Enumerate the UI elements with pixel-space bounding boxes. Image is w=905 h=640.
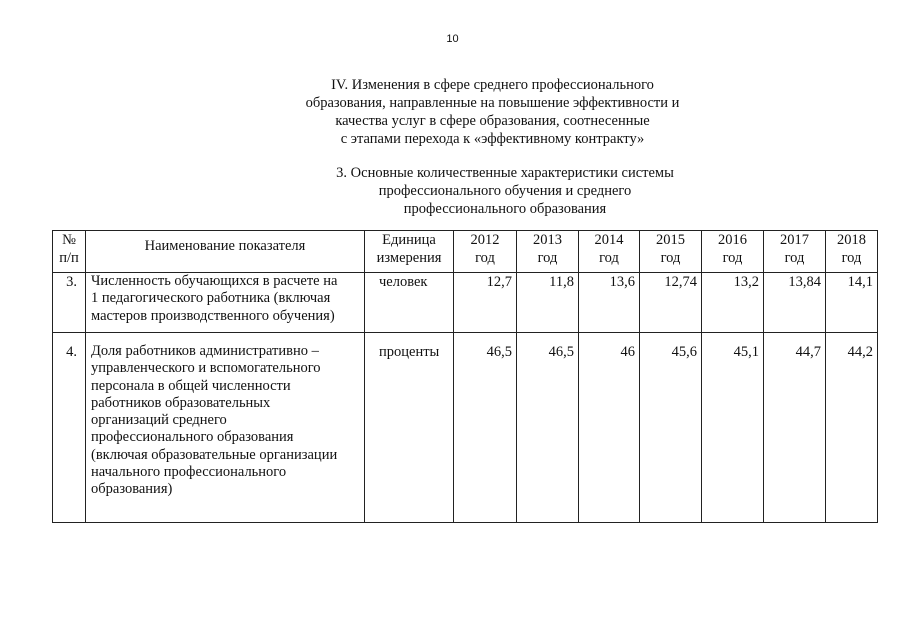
indicator-name-line: мастеров производственного обучения) <box>91 307 335 324</box>
value-cell: 12,74 <box>640 273 702 333</box>
value-cell: 14,1 <box>826 273 878 333</box>
header-year <box>702 231 764 273</box>
header-index <box>53 231 86 273</box>
header-year-number: 2014 <box>594 232 624 248</box>
header-year <box>764 231 826 273</box>
subsection-title-line: профессионального обучения и среднего <box>378 183 632 199</box>
value-cell: 46,5 <box>454 333 517 523</box>
table-row <box>53 273 878 333</box>
section-title-line: IV. Изменения в сфере среднего профессионального <box>331 77 654 93</box>
header-year-suffix: год <box>660 250 681 266</box>
value-cell: 13,2 <box>702 273 764 333</box>
header-unit <box>365 231 454 273</box>
header-year <box>454 231 517 273</box>
unit-cell: человек <box>365 273 454 333</box>
indicators-table <box>52 230 878 523</box>
table-header-row <box>53 231 878 273</box>
indicator-name-line: организаций среднего <box>91 412 227 429</box>
indicator-name-line: Численность обучающихся в расчете на <box>91 273 338 289</box>
value-cell: 44,7 <box>764 333 826 523</box>
indicator-name-line: профессионального образования <box>91 429 294 446</box>
header-year-suffix: год <box>722 250 743 266</box>
value-cell: 46 <box>579 333 640 523</box>
header-unit-line: Единица <box>382 232 436 248</box>
header-index-line: № <box>62 232 76 248</box>
section-title-line: образования, направленные на повышение эффективности и <box>305 95 680 111</box>
table-row <box>53 333 878 523</box>
section-title-line: с этапами перехода к «эффективному контракту» <box>340 131 645 147</box>
row-index: 4. <box>53 333 86 523</box>
header-year-number: 2013 <box>533 232 562 248</box>
section-title <box>0 76 905 148</box>
header-year-suffix: год <box>475 250 495 266</box>
header-year-number: 2012 <box>470 232 500 248</box>
header-name: Наименование показателя <box>86 231 365 273</box>
value-cell: 12,7 <box>454 273 517 333</box>
value-cell: 45,6 <box>640 333 702 523</box>
header-year <box>826 231 878 273</box>
row-index: 3. <box>53 273 86 333</box>
subsection-title <box>0 164 905 218</box>
indicator-name-line: образования) <box>91 481 173 498</box>
header-year <box>517 231 579 273</box>
indicator-name-line: 1 педагогического работника (включая <box>91 290 331 307</box>
header-unit-line: измерения <box>376 250 442 266</box>
unit-cell: проценты <box>365 333 454 523</box>
indicator-name-line: работников образовательных <box>91 394 271 411</box>
indicator-name-line: управленческого и вспомогательного <box>91 360 321 377</box>
value-cell: 45,1 <box>702 333 764 523</box>
indicator-name-line: (включая образовательные организации <box>91 446 338 463</box>
subsection-title-line: 3. Основные количественные характеристики системы <box>336 165 674 181</box>
subsection-title-line: профессионального образования <box>403 201 607 217</box>
header-year-suffix: год <box>841 250 862 266</box>
header-year-number: 2018 <box>837 232 866 248</box>
header-year <box>640 231 702 273</box>
value-cell: 11,8 <box>517 273 579 333</box>
page-number: 10 <box>446 33 459 45</box>
value-cell: 46,5 <box>517 333 579 523</box>
indicator-name <box>86 273 365 333</box>
header-year-number: 2017 <box>780 232 809 248</box>
header-index-line: п/п <box>59 250 79 266</box>
indicator-name-line: начального профессионального <box>91 464 287 481</box>
indicator-name-line: Доля работников административно – <box>91 343 319 359</box>
header-year-suffix: год <box>537 250 558 266</box>
indicator-name <box>86 333 365 523</box>
indicator-name-line: персонала в общей численности <box>91 377 291 394</box>
value-cell: 13,6 <box>579 273 640 333</box>
header-year <box>579 231 640 273</box>
header-year-number: 2016 <box>718 232 747 248</box>
value-cell: 44,2 <box>826 333 878 523</box>
header-year-suffix: год <box>599 250 619 266</box>
header-year-suffix: год <box>784 250 805 266</box>
value-cell: 13,84 <box>764 273 826 333</box>
header-year-number: 2015 <box>656 232 685 248</box>
section-title-line: качества услуг в сфере образования, соотнесенные <box>335 113 650 129</box>
